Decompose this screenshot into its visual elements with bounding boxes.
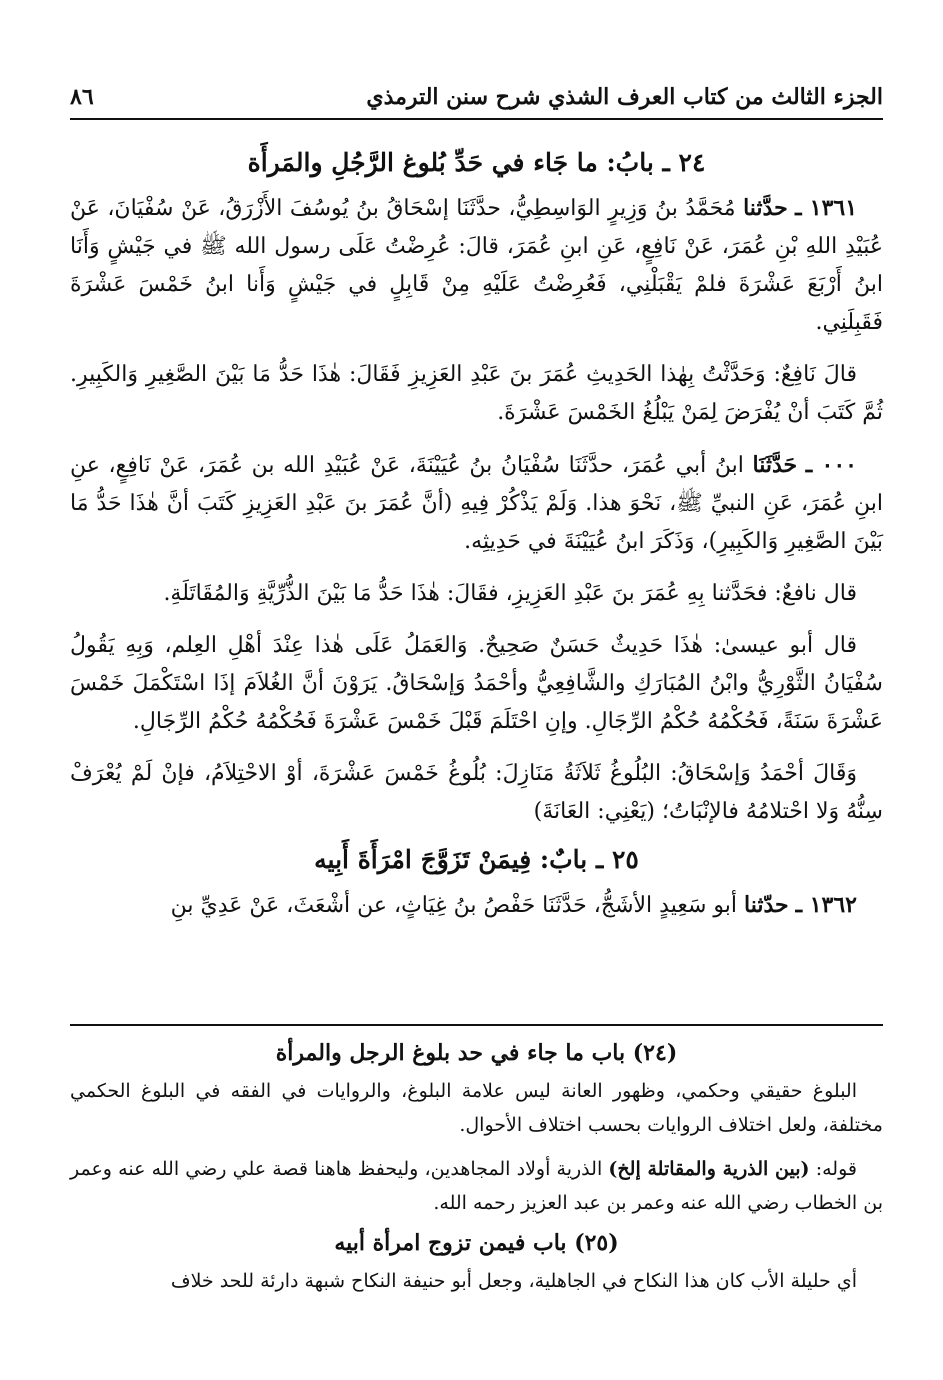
running-title: الجزء الثالث من كتاب العرف الشذي شرح سنن الترمذي [366,84,883,110]
chapter-24-title: ٢٤ ـ بابُ: ما جَاء في حَدِّ بُلوغ الرَّجُلِ والمَرأَة [247,148,706,177]
ahmad-ishaq-paragraph: وَقَالَ أحْمَدُ وَإسْحَاقُ: البُلُوغُ ثَلاَثَةُ مَنَازِلَ: بُلُوغُ خَمْسَ عَشْرَةَ، أوْ الاحْتِلاَمُ، فإنْ لَمْ يُعْرَفْ سِنُّهُ وَلا احْتلامُهُ فالإنْبَاتُ؛ (يَعْنِي: العَانَةَ) [70,761,883,824]
hadith-number: ١٣٦٢ ـ [795,892,857,918]
note-25-title: (٢٥) باب فيمن تزوج امرأة أبيه [334,1230,619,1256]
nafi-paragraph: قالَ نَافِعٌ: وَحَدَّثْتُ بِهٰذا الحَدِيثِ عُمَرَ بنَ عَبْدِ العَزِيزِ فَقَالَ: هٰذَا حَدُّ مَا بَيْنَ الصَّغِيرِ وَالكَبِيرِ. ثُمَّ كَتَبَ أنْ يُفْرَضَ لِمَنْ يَبْلُغُ الخَمْسَ عَشْرَةَ. [70,362,883,425]
commentary-section [70,1034,883,1308]
hadith-1362 [70,886,883,925]
hadith-text: أبو سَعِيدٍ الأشَجُّ، حَدَّثَنَا حَفْصُ بنُ غِيَاثٍ، عن أشْعَثَ، عَنْ عَدِيِّ بنِ [170,893,737,918]
chapter-25-title: ٢٥ ـ بابٌ: فِيمَنْ تَزَوَّجَ امْرَأَةَ أَبِيه [314,845,639,874]
note-prefix: قوله: [809,1158,857,1180]
hadith-text: ابنُ أبي عُمَرَ، حدَّثَنَا سُفْيَانُ بنُ عُيَيْنَةَ، عَنْ عُبَيْدِ الله بن عُمَرَ، عَنْ نَافِعٍ، عنِ ابنِ عُمَرَ، عَنِ النبيِّ ﷺ، نَحْوَ هذا. وَلَمْ يَذْكُرْ فِيهِ (أنَّ عُمَرَ بنَ عَبْدِ العَزِيزِ كَتَبَ أنَّ هٰذَا حَدُّ مَا بَيْنَ الصَّغِيرِ وَالكَبِيرِ)، وَذَكَرَ ابنُ عُيَيْنَةَ في حَدِيثِه. [70,453,883,554]
page-header [70,84,883,120]
nafi-paragraph-2: قال نافعٌ: فحَدَّثنا بِهِ عُمَرَ بنَ عَبْدِ العَزِيزِ، فقَالَ: هٰذَا حَدُّ مَا بَيْنَ الذُّرِّيَّةِ وَالمُقَاتَلَةِ. [163,581,857,606]
hadith-text: مُحَمَّدُ بنُ وَزِيرٍ الوَاسِطِيُّ، حدَّثَنَا إسْحَاقُ بنُ يُوسُفَ الأَزْرَقُ، عَنْ سُفْيَانَ، عَنْ عُبَيْدِ اللهِ بْنِ عُمَرَ، عَنْ نَافِعٍ، عَنِ ابنِ عُمَرَ، قالَ: عُرِضْتُ عَلَى رسول الله ﷺ في جَيْشٍ وَأَنَا ابنُ أَرْبَعَ عَشْرَةَ فلمْ يَقْبَلْنِي، فَعُرِضْتُ عَلَيْهِ مِنْ قَابِلٍ في جَيْشٍ وَأَنا ابنُ خَمْسَ عَشْرَةَ فَقَبِلَنِي. [70,196,883,335]
page-number: ٨٦ [70,84,94,110]
note-quote: (بين الذرية والمقاتلة إلخ) [608,1158,810,1180]
hadith-000 [70,446,883,561]
hadith-lead: حدَّثنا [743,195,788,221]
note-text: الذرية أولاد المجاهدين، وليحفظ هاهنا قصة علي رضي الله عنه وعمر بن الخطاب رضي الله عنه وعمر بن عبد العزيز رحمه الله. [70,1158,883,1214]
hadith-lead: حَدَّثَنَا [752,452,798,478]
hadith-1361 [70,189,883,342]
abu-isa-paragraph: قال أبو عيسىٰ: هٰذَا حَدِيثٌ حَسَنٌ صَحِيحٌ. وَالعَمَلُ عَلَى هٰذا عِنْدَ أهْلِ العِلم، وَبِهِ يَقُولُ سُفْيَانُ الثَّوْرِيُّ وابْنُ المُبَارَكِ والشَّافِعِيُّ وأحْمَدُ وَإسْحَاقُ. يَرَوْنَ أنَّ الغُلاَمَ إذَا اسْتَكْمَلَ خَمْسَ عَشْرَةَ سَنَةً، فَحُكْمُهُ حُكْمُ الرِّجَالِ. وإنِ احْتَلَمَ قَبْلَ خَمْسَ عَشْرَةَ فَحُكْمُهُ حُكْمُ الرِّجَالِ. [70,633,883,734]
footnote-divider [70,1024,883,1026]
hadith-number: ٠٠٠ ـ [805,452,857,478]
hadith-number: ١٣٦١ ـ [795,195,858,221]
note-paragraph: البلوغ حقيقي وحكمي، وظهور العانة ليس علامة البلوغ، والروايات في الفقه في البلوغ الحكمي مختلفة، ولعل اختلاف الروايات بحسب اختلاف الأحوال. [70,1080,883,1136]
hadith-lead: حدّثنا [744,892,789,918]
note-paragraph [70,1152,883,1220]
main-text [70,140,883,931]
note-paragraph: أي حليلة الأب كان هذا النكاح في الجاهلية، وجعل أبو حنيفة النكاح شبهة دارئة للحد خلاف [170,1270,857,1292]
note-24-title: (٢٤) باب ما جاء في حد بلوغ الرجل والمرأة [275,1040,678,1066]
